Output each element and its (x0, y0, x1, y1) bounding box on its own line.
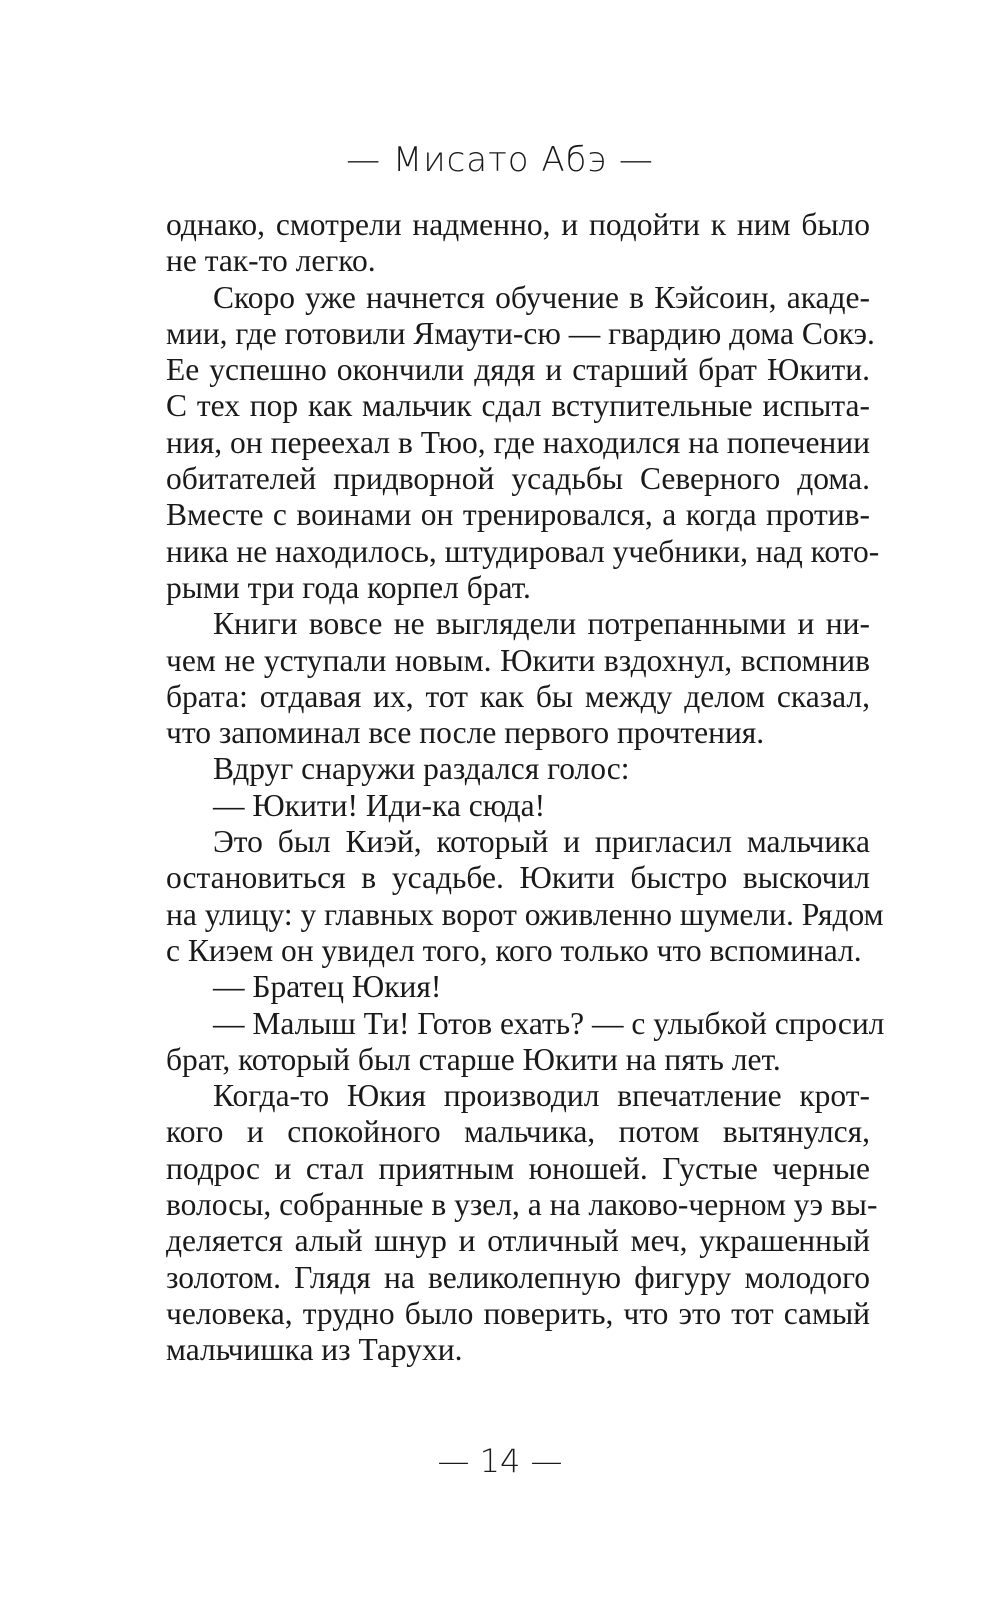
text-line: С тех пор как мальчик сдал вступительные испыта- (166, 388, 870, 424)
text-line: — Братец Юкия! (213, 969, 442, 1005)
text-line: Вдруг снаружи раздался голос: (213, 751, 630, 787)
body-text (166, 207, 885, 1369)
text-line: рыми три года корпел брат. (166, 569, 531, 605)
text-line: брата: отдавая их, тот как бы между делом сказал, (166, 678, 870, 714)
text-line: Вместе с воинами он тренировался, а когда против- (166, 497, 870, 533)
text-line: Когда-то Юкия производил впечатление крот- (213, 1078, 870, 1114)
text-line: не так-то легко. (166, 243, 376, 279)
text-line: ния, он переехал в Тюо, где находился на попечении (166, 424, 870, 460)
text-line: что запоминал все после первого прочтения. (166, 715, 765, 751)
text-line: человека, трудно было поверить, что это тот самый (166, 1295, 870, 1331)
text-line: однако, смотрели надменно, и подойти к ним было (166, 207, 870, 242)
text-line: мальчишка из Тарухи. (166, 1332, 463, 1368)
text-line: — Юкити! Иди-ка сюда! (213, 787, 546, 823)
text-line: Скоро уже начнется обучение в Кэйсоин, акаде- (213, 279, 870, 315)
text-line: Книги вовсе не выглядели потрепанными и ни- (213, 606, 870, 642)
running-header: — Мисато Абэ — (346, 140, 654, 180)
text-line: брат, который был старше Юкити на пять лет. (166, 1041, 781, 1077)
text-line: — Малыш Ти! Готов ехать? — с улыбкой спросил (213, 1005, 885, 1041)
text-line: мии, где готовили Ямаути-сю — гвардию дома Сокэ. (166, 315, 875, 351)
page-number: — 14 — (437, 1442, 563, 1480)
text-line: обитателей придворной усадьбы Северного дома. (166, 461, 870, 497)
text-line: Это был Киэй, который и пригласил мальчика (213, 824, 870, 860)
text-line: деляется алый шнур и отличный меч, украшенный (166, 1223, 870, 1259)
text-line: золотом. Глядя на великолепную фигуру молодого (166, 1259, 870, 1295)
text-line: кого и спокойного мальчика, потом вытянулся, (166, 1114, 870, 1150)
text-line: чем не уступали новым. Юкити вздохнул, вспомнив (166, 642, 870, 678)
text-line: с Киэем он увидел того, кого только что вспоминал. (166, 932, 862, 968)
text-line: Ее успешно окончили дядя и старший брат Юкити. (166, 352, 870, 388)
text-line: остановиться в усадьбе. Юкити быстро выскочил (166, 860, 870, 896)
text-line: на улицу: у главных ворот оживленно шумели. Рядом (166, 896, 884, 932)
text-line: ника не находилось, штудировал учебники, над кото- (166, 533, 880, 569)
text-line: волосы, собранные в узел, а на лаково-черном уэ вы- (166, 1187, 878, 1223)
text-line: подрос и стал приятным юношей. Густые черные (166, 1150, 870, 1186)
